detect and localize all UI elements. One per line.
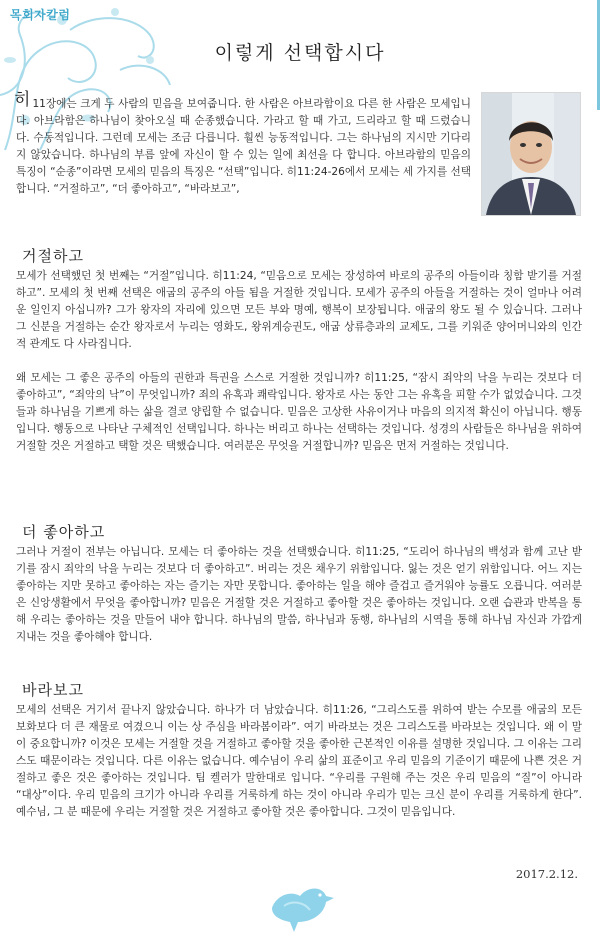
section-look-paragraph-1: 모세의 선택은 거기서 끝나지 않았습니다. 하나가 더 남았습니다. 히11:26, “그리스도를 위하여 받는 수모를 애굽의 모든 보화보다 더 큰 재물로 여겼으니 이는 상 주심을 바라봄이라”. 여기 바라보는 것은 그리스도를 바라보는 것입니다. 왜 이 말이 중요합니까? 이것은 모세는 거절할 것을 거절하고 좋아할 것을 좋아한 근본적인 이유를 설명한 것입니다. 그 이유는 그리스도 때문이라는 것입니다. 다른 이유는 없습니다. 예수님이 우리 삶의 표준이고 우리 믿음의 기준이기 때문에 나쁜 것은 거절하고 좋은 것은 좋아하는 것입니다. 팀 켈러가 말한대로 입니다. “우리를 구원해 주는 것은 우리 믿음의 “질”이 아니라 “대상”이다. 우리 믿음의 크기가 아니라 우리를 거룩하게 하는 것이 아니라 우리가 믿는 크신 분이 우리를 거룩하게 한다”. 예수님, 그 분 때문에 우리는 거절할 것은 거절하고 좋아할 것은 좋아합니다. 그것이 믿음입니다. xyxy=(16,704,582,818)
section-reject-body xyxy=(16,268,582,455)
pastor-portrait xyxy=(481,92,581,216)
bird-icon xyxy=(264,878,336,934)
section-heading-look: 바라보고 xyxy=(22,681,84,699)
section-reject-paragraph-1: 모세가 선택했던 첫 번째는 “거절”입니다. 히11:24, “믿음으로 모세는 장성하여 바로의 공주의 아들이라 칭함 받기를 거절하고”. 모세의 첫 번째 선택은 애굽의 공주의 아들 됨을 거절한 것입니다. 모세가 공주의 아들을 거절하는 것이 얼마나 어려운 일인지 아십니까? 그가 왕자의 자리에 있으면 모든 부와 명예, 행복이 보장됩니다. 애굽의 왕도 될 수 있습니다. 그러나 그 신분을 거절하는 순간 왕자로서 누리는 영화도, 왕위계승권도, 애굽 상류층과의 교제도, 그를 키워준 양어머니와의 인간적 관계도 다 사라집니다. xyxy=(16,270,582,350)
section-look-body xyxy=(16,702,582,821)
intro-text: 11장에는 크게 두 사람의 믿음을 보여줍니다. 한 사람은 아브라함이요 다른 한 사람은 모세입니다. 아브라함은 하나님이 찾아오실 때 순종했습니다. 가라고 할 때 가고, 드리라고 할 때 드렸습니다. 수동적입니다. 그런데 모세는 조금 다릅니다. 훨씬 능동적입니다. 그는 하나님의 지시만 기다리지 않았습니다. 하나님의 부름 앞에 자신이 할 수 있는 일에 최선을 다 합니다. 아브라함의 믿음의 특징이 “순종”이라면 모세의 믿음의 특징은 “선택”입니다. 히11:24-26에서 모세는 세 가지를 선택합니다. “거절하고”, “더 좋아하고”, “바라보고”, xyxy=(16,98,471,195)
intro-paragraph xyxy=(14,90,471,198)
section-reject-paragraph-2: 왜 모세는 그 좋은 공주의 아들의 권한과 특권을 스스로 거절한 것입니까? 히11:25, “잠시 죄악의 낙을 누리는 것보다 더 좋아하고”, “죄악의 낙”이 무엇입니까? 죄의 유혹과 쾌락입니다. 왕자로 사는 동안 그는 유혹을 피할 수가 없었습니다. 그것들과 하나님을 기쁘게 하는 삶을 결코 양립할 수 없습니다. 믿음은 고상한 사유이거나 마음의 의지적 확신이 아닙니다. 행동입니다. 행동으로 나타난 구체적인 선택입니다. 하나는 버리고 하나는 선택하는 것입니다. 성경의 사람들은 하나님을 위하여 거절할 것은 거절하고 택할 것은 택했습니다. 여러분은 무엇을 거절합니까? 믿음은 먼저 거절하는 것입니다. xyxy=(16,372,582,452)
section-heading-prefer: 더 좋아하고 xyxy=(22,523,106,541)
page-title: 이렇게 선택합시다 xyxy=(214,42,386,64)
section-heading-reject: 거절하고 xyxy=(22,247,84,265)
column-date: 2017.2.12. xyxy=(515,867,578,881)
column-label: 목회자칼럼 xyxy=(10,8,71,22)
intro-dropcap: 히 xyxy=(14,90,31,110)
section-prefer-paragraph-1: 그러나 거절이 전부는 아닙니다. 모세는 더 좋아하는 것을 선택했습니다. 히11:25, “도리어 하나님의 백성과 함께 고난 받기를 잠시 죄악의 낙을 누리는 것보다 더 좋아하고”. 버리는 것은 채우기 위함입니다. 잃는 것은 얻기 위함입니다. 어느 지는 좋아하는 지만 못하고 좋아하는 자는 즐기는 자만 못합니다. 좋아하는 일을 해야 즐겁고 즐거워야 능률도 오릅니다. 여러분은 신앙생활에서 무엇을 좋아합니까? 믿음은 거절할 것은 거절하고 좋아할 것은 좋아하는 것입니다. 오랜 습관과 반복을 통해 우리는 좋아하는 것을 만들어 내야 합니다. 하나님의 말씀, 하나님과 동행, 하나님의 시역을 통해 하나님 자신과 가깝게 지내는 것을 좋아해야 합니다. xyxy=(16,546,582,643)
section-prefer-body xyxy=(16,544,582,646)
